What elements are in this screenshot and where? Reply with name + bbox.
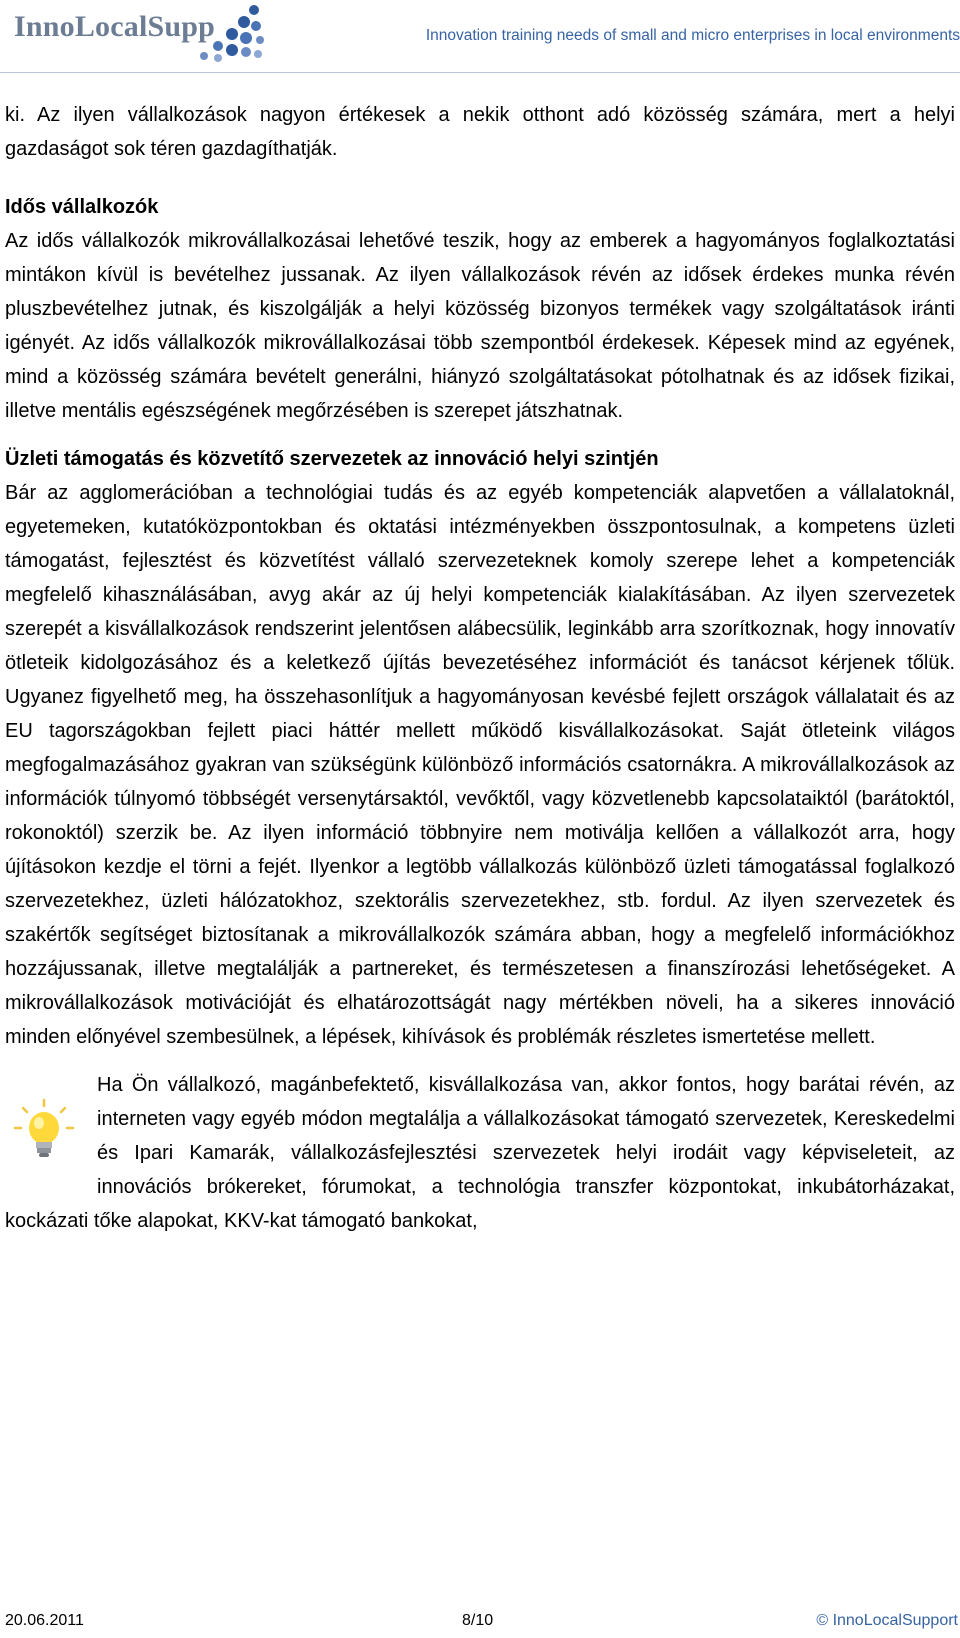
document-body — [5, 98, 955, 1238]
footer-copyright: © InnoLocalSupport — [816, 1612, 958, 1629]
intro-paragraph: ki. Az ilyen vállalkozások nagyon értékesek a nekik otthont adó közösség számára, mert a helyi gazdaságot sok téren gazdagíthatják. — [5, 104, 955, 160]
section-body-business-support: Bár az agglomerációban a technológiai tudás és az egyéb kompetenciák alapvetően a vállalatoknál, egyetemeken, kutatóközpontokban és oktatási intézményekben összpontosulnak, a kompetens üzleti támogatást, fejlesztést és közvetítést vállaló szervezeteknek komoly szerepe lehet a kompetenciák megfelelő kihasználásában, avyg akár az új helyi kompetenciák kialakításában. Az ilyen szervezetek szerepét a kisvállalkozások rendszerint jelentősen alábecsülik, leginkább arra szorítkoznak, hogy innovatív ötleteik kidolgozásához és a keletkező újítás bevezetéséhez információt és tanácsot kérjenek tőlük. Ugyanez figyelhető meg, ha összehasonlítjuk a hagyományosan kevésbé fejlett országok vállalatait és az EU tagországokban fejlett piaci háttér mellett működő kisvállalkozásokat. Saját ötleteink világos megfogalmazásához gyakran van szükségünk különböző információs csatornákra. A mikrovállalkozások az információk túlnyomó többségét versenytársaktól, vevőktől, vagy közvetlenebb kapcsolataiktól (barátoktól, rokonoktól) szerzik be. Az ilyen információ többnyire nem motiválja kellően a vállalkozót arra, hogy újításokon kezdje el törni a fejét. Ilyenkor a legtöbb vállalkozás különböző üzleti támogatással foglalkozó szervezetekhez, üzleti hálózatokhoz, szektorális szervezetekhez, stb. fordul. Az ilyen szervezetek és szakértők segítséget biztosítanak a mikrovállalkozók számára abban, hogy a megfelelő információkhoz hozzájussanak, illetve megtalálják a partnereket, és természetesen a finanszírozási lehetőségeket. A mikrovállalkozások motivációját és elhatározottságát nagy mértékben növeli, ha a sikeres innováció minden előnyével szembesülnek, a lépések, kihívások és problémák részletes ismertetése mellett. — [5, 482, 955, 1048]
page-header — [0, 0, 960, 72]
lightbulb-icon — [5, 1068, 97, 1204]
logo-text: InnoLocalSupp — [14, 10, 216, 43]
logo-dots-icon — [176, 2, 268, 64]
header-caption: Innovation training needs of small and micro enterprises in local environments — [425, 27, 960, 44]
footer-date: 20.06.2011 — [5, 1612, 84, 1629]
tip-text: Ha Ön vállalkozó, magánbefektető, kisvállalkozása van, akkor fontos, hogy barátai révén, az interneten vagy egyéb módon megtalálja a vállalkozásokat támogató szervezetek, Kereskedelmi és Ipari Kamarák, vállalkozásfejlesztési szervezetek helyi irodáit vagy képviseleteit, az innovációs brókereket, fórumokat, a technológia transzfer központokat, inkubátorházakat, kockázati tőke alapokat, KKV-kat támogató bankokat, — [5, 1074, 955, 1232]
page-footer — [0, 1608, 960, 1638]
section-body-elderly-entrepreneurs: Az idős vállalkozók mikrovállalkozásai lehetővé teszik, hogy az emberek a hagyományos foglalkoztatási mintákon kívül is bevételhez jussanak. Az ilyen vállalkozások révén az idősek érdekes munka révén pluszbevételhez jutnak, és kiszolgálják a helyi közösség bizonyos termékek vagy szolgáltatások iránti igényét. Az idős vállalkozók mikrovállalkozásai több szempontból érdekesek. Képesek mind az egyének, mind a közösség számára bevételt generálni, hiányzó szolgáltatásokat pótolhatnak és az idősek fizikai, illetve mentális egészségének megőrzésében is szerepet játszhatnak. — [5, 230, 955, 422]
header-divider — [0, 72, 960, 73]
section-heading-elderly-entrepreneurs: Idős vállalkozók — [5, 196, 159, 218]
page-number: 8/10 — [462, 1612, 494, 1629]
innolocalsupport-logo — [14, 2, 274, 66]
section-heading-business-support: Üzleti támogatás és közvetítő szervezetek az innováció helyi szintjén — [5, 448, 659, 470]
tip-box — [5, 1068, 955, 1238]
